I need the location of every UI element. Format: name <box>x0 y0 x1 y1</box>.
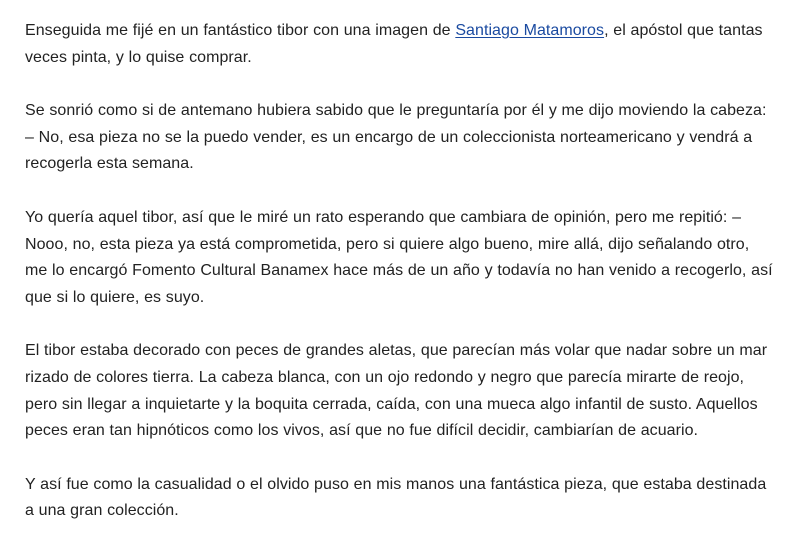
paragraph-1-text-after: , el apóstol que tantas veces pinta, y lo quise comprar. <box>25 22 763 66</box>
paragraph-5: Y así fue como la casualidad o el olvido puso en mis manos una fantástica pieza, que estaba destinada a una gran colección. <box>25 475 767 520</box>
paragraph-3: Yo quería aquel tibor, así que le miré un rato esperando que cambiara de opinión, pero me repitió: – Nooo, no, esta pieza ya está comprometida, pero si quiere algo bueno, mire allá, dijo señalando otro, me lo encargó Fomento Cultural Banamex hace más de un año y todavía no han venido a recogerlo, así que si lo quiere, es suyo. <box>25 208 773 306</box>
paragraph-1 <box>25 18 775 71</box>
paragraph-2: Se sonrió como si de antemano hubiera sabido que le preguntaría por él y me dijo moviendo la cabeza: – No, esa pieza no se la puedo vender, es un encargo de un coleccionista norteamericano y vendrá a recogerla esta semana. <box>25 102 767 173</box>
paragraph-1-text-before: Enseguida me fijé en un fantástico tibor con una imagen de <box>25 22 456 39</box>
santiago-matamoros-link[interactable]: Santiago Matamoros <box>455 22 605 39</box>
paragraph-4: El tibor estaba decorado con peces de grandes aletas, que parecían más volar que nadar sobre un mar rizado de colores tierra. La cabeza blanca, con un ojo redondo y negro que parecía mirarte de reojo, pero sin llegar a inquietarte y la boquita cerrada, caída, con una mueca algo infantil de susto. Aquellos peces eran tan hipnóticos como los vivos, así que no fue difícil decidir, cambiarían de acuario. <box>25 342 768 440</box>
